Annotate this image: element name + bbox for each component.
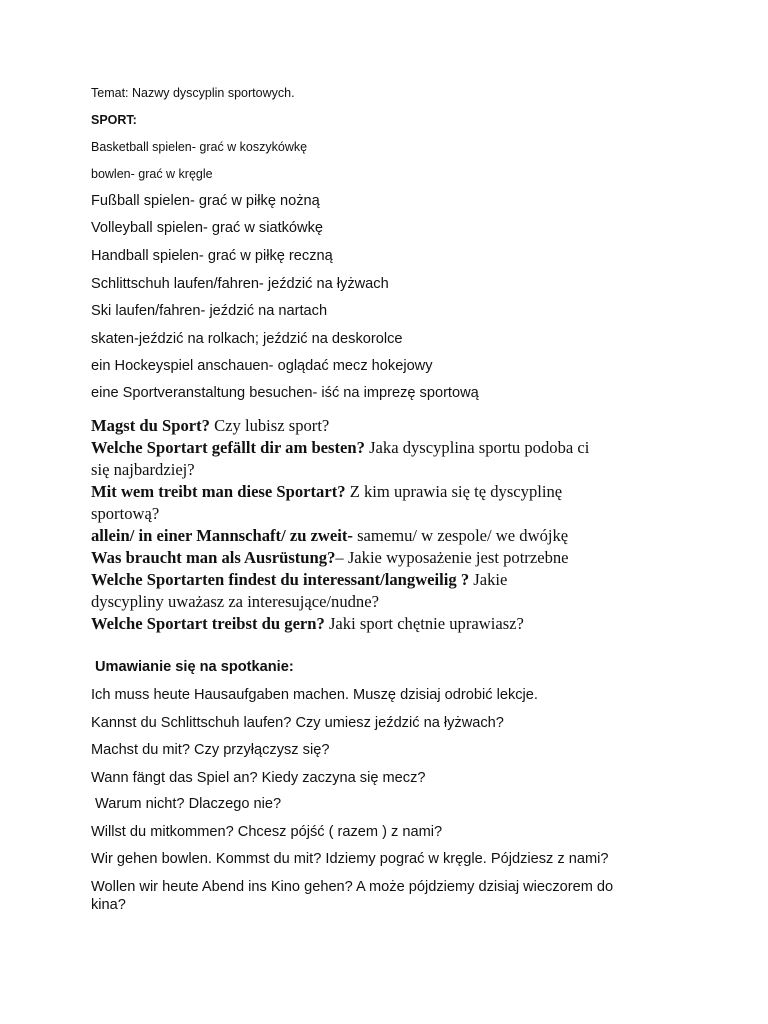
question-pl: Jaki sport chętnie uprawiasz? — [324, 614, 524, 633]
meeting-line: Wir gehen bowlen. Kommst du mit? Idziemy pograć w kręgle. Pójdziesz z nami? — [91, 851, 609, 867]
question-line — [91, 548, 569, 568]
sport-heading: SPORT: — [91, 113, 137, 127]
vocab-line: Volleyball spielen- grać w siatkówkę — [91, 220, 323, 236]
question-de: Mit wem treibt man diese Sportart? — [91, 482, 346, 501]
question-line — [91, 526, 568, 546]
vocab-line: Fußball spielen- grać w piłkę nożną — [91, 193, 320, 209]
question-line — [91, 570, 507, 590]
question-line — [91, 460, 195, 480]
question-line — [91, 504, 159, 524]
question-pl: Jaka dyscyplina sportu podoba ci — [364, 438, 590, 457]
question-de: Magst du Sport? — [91, 416, 210, 435]
meeting-heading: Umawianie się na spotkanie: — [95, 659, 294, 675]
question-pl: sportową? — [91, 504, 160, 523]
question-de: Welche Sportarten findest du interessant/langweilig ? — [91, 570, 470, 589]
question-de: Welche Sportart treibst du gern? — [91, 614, 325, 633]
question-pl: Czy lubisz sport? — [209, 416, 330, 435]
question-de: Welche Sportart gefällt dir am besten? — [91, 438, 365, 457]
meeting-line: Wollen wir heute Abend ins Kino gehen? A może pójdziemy dzisiaj wieczorem do — [91, 879, 614, 895]
question-line — [91, 592, 379, 612]
vocab-line: Schlittschuh laufen/fahren- jeździć na łyżwach — [91, 276, 389, 292]
vocab-line: ein Hockeyspiel anschauen- oglądać mecz hokejowy — [91, 358, 433, 374]
question-line — [91, 482, 562, 502]
question-de: Was braucht man als Ausrüstung? — [91, 548, 336, 567]
meeting-line: Wann fängt das Spiel an? Kiedy zaczyna się mecz? — [91, 770, 426, 786]
question-pl: samemu/ w zespole/ we dwójkę — [352, 526, 569, 545]
meeting-line: Ich muss heute Hausaufgaben machen. Muszę dzisiaj odrobić lekcje. — [91, 687, 538, 703]
vocab-line: bowlen- grać w kręgle — [91, 167, 213, 181]
vocab-line: Handball spielen- grać w piłkę reczną — [91, 248, 333, 264]
question-line — [91, 416, 329, 436]
question-de: allein/ in einer Mannschaft/ zu zweit- — [91, 526, 353, 545]
meeting-line: Kannst du Schlittschuh laufen? Czy umiesz jeździć na łyżwach? — [91, 715, 504, 731]
question-pl: Jakie — [469, 570, 508, 589]
topic-title: Temat: Nazwy dyscyplin sportowych. — [91, 86, 295, 100]
vocab-line: skaten-jeździć na rolkach; jeździć na deskorolce — [91, 331, 403, 347]
question-pl: dyscypliny uważasz za interesujące/nudne? — [91, 592, 379, 611]
meeting-line: Warum nicht? Dlaczego nie? — [91, 796, 282, 812]
question-pl: Z kim uprawia się tę dyscyplinę — [345, 482, 563, 501]
meeting-line: Willst du mitkommen? Chcesz pójść ( razem ) z nami? — [91, 824, 443, 840]
question-pl: się najbardziej? — [91, 460, 195, 479]
vocab-line: Basketball spielen- grać w koszykówkę — [91, 140, 308, 154]
question-pl: – Jakie wyposażenie jest potrzebne — [335, 548, 569, 567]
question-line — [91, 438, 589, 458]
question-line — [91, 614, 524, 634]
meeting-line: kina? — [91, 897, 126, 913]
vocab-line: Ski laufen/fahren- jeździć na nartach — [91, 303, 328, 319]
meeting-line: Machst du mit? Czy przyłączysz się? — [91, 742, 330, 758]
vocab-line: eine Sportveranstaltung besuchen- iść na imprezę sportową — [91, 385, 479, 401]
